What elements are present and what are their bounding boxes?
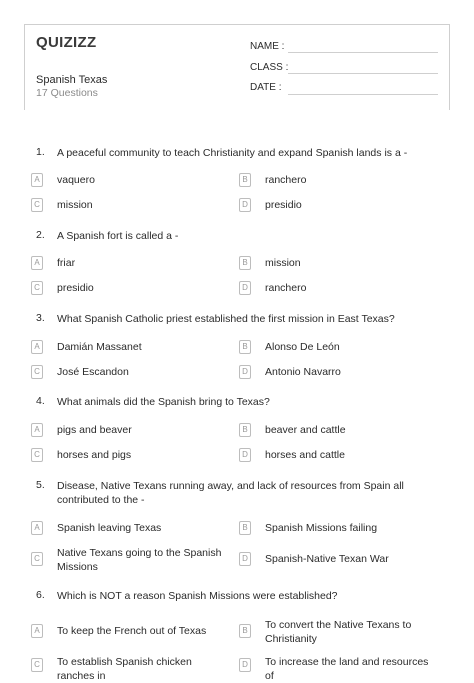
option-letter-box: D xyxy=(239,198,251,212)
option-text: Spanish-Native Texan War xyxy=(265,553,389,565)
option-letter-box: C xyxy=(31,448,43,462)
option-text: Native Texans going to the Spanish Missions xyxy=(57,547,222,573)
option-letter-box: D xyxy=(239,365,251,379)
option-letter-box: D xyxy=(239,552,251,566)
name-field[interactable] xyxy=(288,52,438,53)
option-text: Spanish Missions failing xyxy=(265,522,378,534)
question-text: Disease, Native Texans running away, and lack of resources from Spain all contributed to the - xyxy=(57,480,404,506)
question-text: A peaceful community to teach Christianity and expand Spanish lands is a - xyxy=(57,147,408,159)
option-text: presidio xyxy=(57,282,94,294)
question-number: 5. xyxy=(36,479,45,491)
class-label: CLASS : xyxy=(250,62,289,73)
option-letter-box: C xyxy=(31,658,43,672)
question-text: A Spanish fort is called a - xyxy=(57,230,179,242)
option-text: Alonso De León xyxy=(265,341,340,353)
question-number: 2. xyxy=(36,229,45,241)
question-text: Which is NOT a reason Spanish Missions were established? xyxy=(57,590,338,602)
option-letter-box: B xyxy=(239,256,251,270)
option-letter-box: B xyxy=(239,423,251,437)
question-number: 4. xyxy=(36,395,45,407)
option-text: To keep the French out of Texas xyxy=(57,625,207,637)
option-letter-box: C xyxy=(31,365,43,379)
option-text: horses and pigs xyxy=(57,449,132,461)
option-letter-box: B xyxy=(239,624,251,638)
question-text: What Spanish Catholic priest established the first mission in East Texas? xyxy=(57,313,395,325)
option-letter-box: B xyxy=(239,340,251,354)
option-text: beaver and cattle xyxy=(265,424,346,436)
option-text: presidio xyxy=(265,199,302,211)
option-text: ranchero xyxy=(265,282,307,294)
option-text: mission xyxy=(265,257,301,269)
option-letter-box: D xyxy=(239,448,251,462)
option-text: mission xyxy=(57,199,93,211)
option-letter-box: A xyxy=(31,624,43,638)
option-text: horses and cattle xyxy=(265,449,345,461)
option-letter-box: C xyxy=(31,552,43,566)
class-field[interactable] xyxy=(288,73,438,74)
date-label: DATE : xyxy=(250,82,282,93)
question-text: What animals did the Spanish bring to Texas? xyxy=(57,396,270,408)
question-count: 17 Questions xyxy=(36,87,98,99)
option-text: pigs and beaver xyxy=(57,424,132,436)
option-text: ranchero xyxy=(265,174,307,186)
option-letter-box: A xyxy=(31,423,43,437)
option-letter-box: C xyxy=(31,281,43,295)
worksheet-title: Spanish Texas xyxy=(36,74,108,86)
date-field[interactable] xyxy=(288,94,438,95)
option-text: Antonio Navarro xyxy=(265,366,341,378)
option-letter-box: A xyxy=(31,521,43,535)
name-label: NAME : xyxy=(250,41,285,52)
question-number: 3. xyxy=(36,312,45,324)
quizizz-logo: QUIZIZZ xyxy=(36,34,97,51)
option-letter-box: D xyxy=(239,281,251,295)
option-text: Damián Massanet xyxy=(57,341,142,353)
option-text: friar xyxy=(57,257,76,269)
option-text: vaquero xyxy=(57,174,95,186)
option-text: Spanish leaving Texas xyxy=(57,522,162,534)
option-letter-box: D xyxy=(239,658,251,672)
option-letter-box: A xyxy=(31,256,43,270)
option-letter-box: B xyxy=(239,521,251,535)
option-letter-box: C xyxy=(31,198,43,212)
option-text: To increase the land and resources of xyxy=(265,656,429,682)
option-text: José Escandon xyxy=(57,366,129,378)
option-text: To convert the Native Texans to Christianity xyxy=(265,619,412,645)
option-letter-box: A xyxy=(31,173,43,187)
option-text: To establish Spanish chicken ranches in xyxy=(57,656,192,682)
question-number: 6. xyxy=(36,589,45,601)
option-letter-box: B xyxy=(239,173,251,187)
question-number: 1. xyxy=(36,146,45,158)
option-letter-box: A xyxy=(31,340,43,354)
